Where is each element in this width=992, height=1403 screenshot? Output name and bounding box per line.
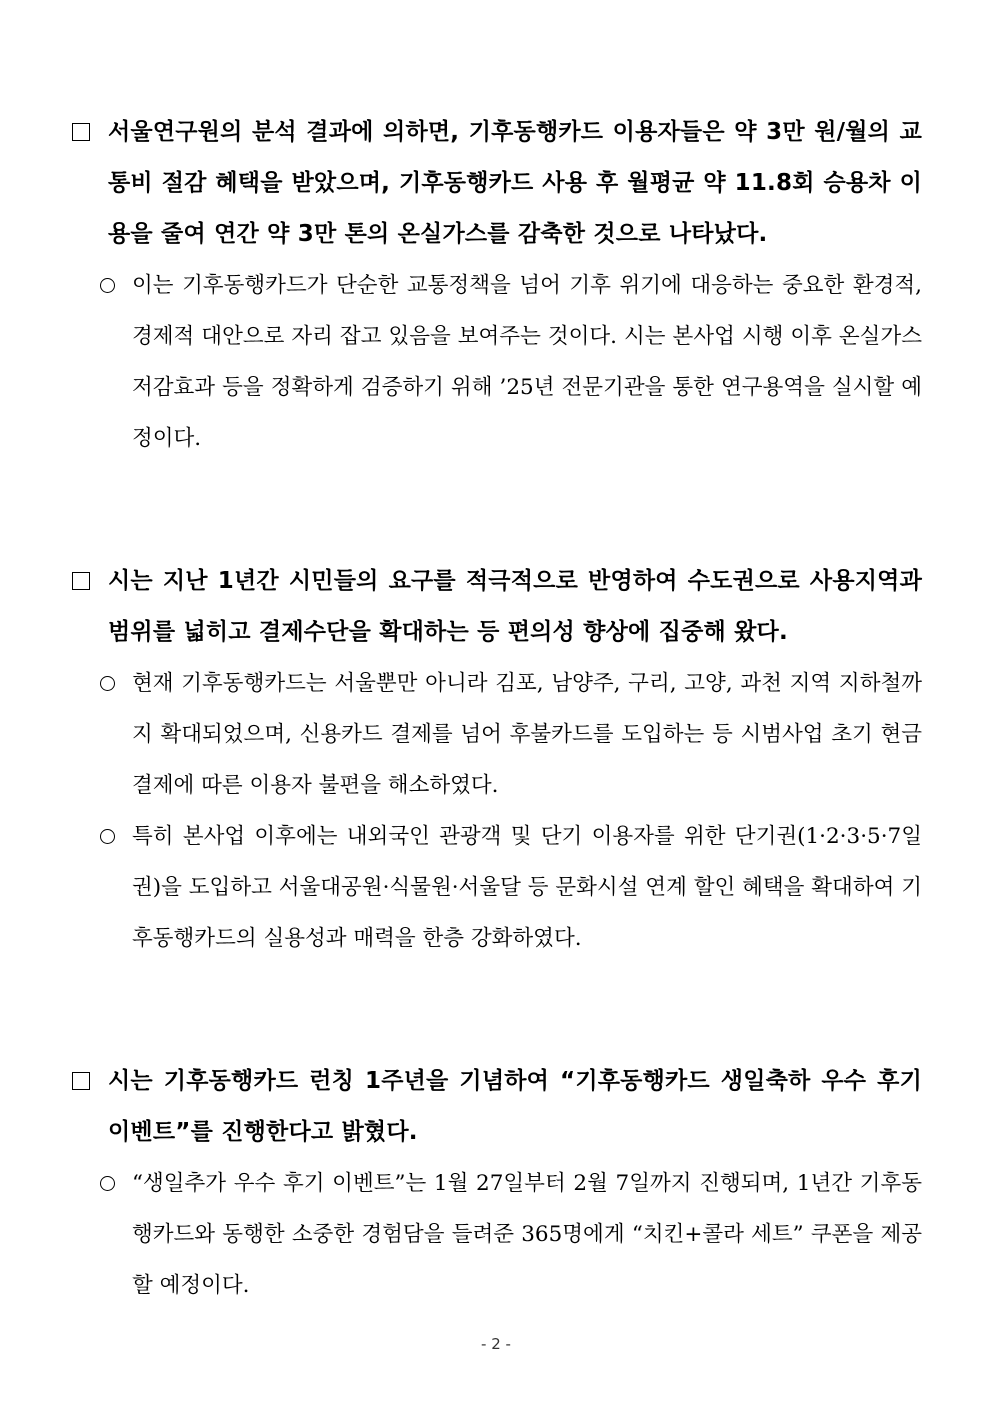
circle-bullet-icon [100, 676, 115, 691]
sub-bullet-text: 특히 본사업 이후에는 내외국인 관광객 및 단기 이용자를 위한 단기권(1·2·3·5·7일권)을 도입하고 서울대공원·식물원·서울달 등 문화시설 연계 할인 혜택을 확대하여 기후동행카드의 실용성과 매력을 한층 강화하였다. [132, 824, 922, 951]
section-heading-text: 시는 지난 1년간 시민들의 요구를 적극적으로 반영하여 수도권으로 사용지역과 범위를 넓히고 결제수단을 확대하는 등 편의성 향상에 집중해 왔다. [108, 568, 922, 645]
section-heading [72, 107, 922, 260]
section-heading-text: 서울연구원의 분석 결과에 의하면, 기후동행카드 이용자들은 약 3만 원/월의 교통비 절감 혜택을 받았으며, 기후동행카드 사용 후 월평균 약 11.8회 승용차 이용을 줄여 연간 약 3만 톤의 온실가스를 감축한 것으로 나타났다. [108, 119, 922, 247]
page-number: - 2 - [481, 1335, 511, 1353]
square-bullet-icon [72, 123, 90, 141]
square-bullet-icon [72, 1072, 90, 1090]
section-heading [72, 556, 922, 658]
sub-bullet-text: 현재 기후동행카드는 서울뿐만 아니라 김포, 남양주, 구리, 고양, 과천 지역 지하철까지 확대되었으며, 신용카드 결제를 넘어 후불카드를 도입하는 등 시범사업 초기 현금결제에 따른 이용자 불편을 해소하였다. [132, 671, 922, 798]
sub-bullet [96, 1158, 922, 1311]
section-heading [72, 1056, 922, 1158]
sub-bullet [96, 658, 922, 811]
circle-bullet-icon [100, 829, 115, 844]
section-3 [72, 1056, 922, 1311]
section-heading-text: 시는 기후동행카드 런칭 1주년을 기념하여 “기후동행카드 생일축하 우수 후기 이벤트”를 진행한다고 밝혔다. [108, 1068, 922, 1145]
sub-bullet-text: “생일추가 우수 후기 이벤트”는 1월 27일부터 2월 7일까지 진행되며, 1년간 기후동행카드와 동행한 소중한 경험담을 들려준 365명에게 “치킨+콜라 세트” 쿠폰을 제공할 예정이다. [132, 1171, 922, 1298]
sub-bullet [96, 260, 922, 464]
section-1 [72, 107, 922, 464]
square-bullet-icon [72, 572, 90, 590]
circle-bullet-icon [100, 1176, 115, 1191]
circle-bullet-icon [100, 278, 115, 293]
section-2 [72, 556, 922, 964]
sub-bullet [96, 811, 922, 964]
sub-bullet-text: 이는 기후동행카드가 단순한 교통정책을 넘어 기후 위기에 대응하는 중요한 환경적, 경제적 대안으로 자리 잡고 있음을 보여주는 것이다. 시는 본사업 시행 이후 온실가스 저감효과 등을 정확하게 검증하기 위해 ’25년 전문기관을 통한 연구용역을 실시할 예정이다. [132, 273, 922, 451]
